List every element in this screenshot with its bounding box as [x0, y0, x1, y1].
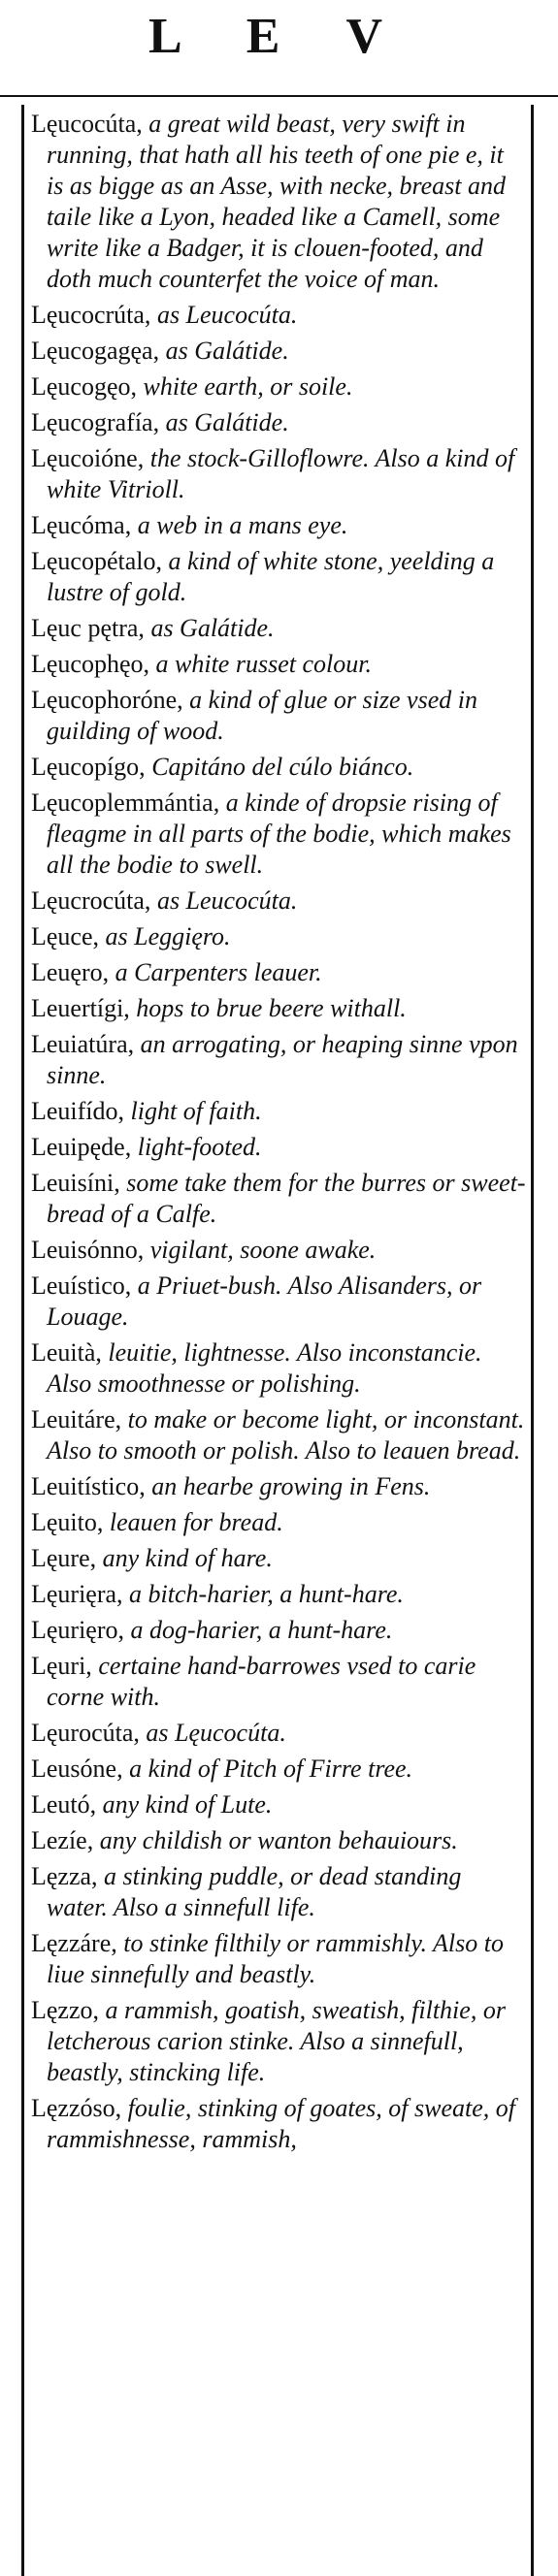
entry-headword: Lęuito, [31, 1508, 104, 1536]
dictionary-entry [31, 1029, 526, 1091]
dictionary-entry [31, 1132, 526, 1163]
dictionary-entry [31, 886, 526, 917]
dictionary-entry [31, 1651, 526, 1713]
entry-definition: to stinke filthily or rammishly. Also to liue sinnefully and beastly. [47, 1929, 504, 1988]
entry-definition: as Leucocúta. [156, 886, 298, 915]
entry-headword: Lezíe, [31, 1826, 94, 1854]
entry-headword: Lęurięra, [31, 1580, 123, 1608]
entry-headword: Leuità, [31, 1338, 102, 1367]
entry-definition: any childish or wanton behauiours. [99, 1826, 458, 1854]
dictionary-entry [31, 1507, 526, 1538]
entry-definition: an arrogating, or heaping sinne vpon sinne. [47, 1030, 518, 1089]
entry-headword: Leuisónno, [31, 1236, 145, 1264]
entry-definition: leauen for bread. [109, 1508, 283, 1536]
dictionary-entry [31, 510, 526, 541]
dictionary-entry [31, 1928, 526, 1990]
entry-definition: a dog-harier, a hunt-hare. [130, 1616, 393, 1644]
entry-definition: hops to brue beere withall. [136, 994, 407, 1022]
entry-definition: as Leucocúta. [156, 301, 298, 329]
entry-definition: as Leggięro. [105, 922, 231, 950]
dictionary-entry [31, 957, 526, 988]
entry-headword: Lęzza, [31, 1862, 98, 1890]
entry-list [31, 109, 526, 2160]
entry-definition: as Galátide. [165, 337, 289, 365]
entry-definition: a kind of Pitch of Firre tree. [129, 1755, 413, 1783]
entry-headword: Leutó, [31, 1790, 97, 1819]
entry-definition: to make or become light, or inconstant. Also to smooth or polish. Also to leauen bread. [47, 1405, 525, 1465]
dictionary-entry [31, 1168, 526, 1230]
entry-headword: Leuisíni, [31, 1169, 120, 1197]
entry-headword: Lęucoióne, [31, 444, 145, 472]
entry-definition: vigilant, soone awake. [149, 1236, 377, 1264]
entry-headword: Lęucocrúta, [31, 301, 151, 329]
entry-headword: Leuiatúra, [31, 1030, 135, 1058]
dictionary-entry [31, 371, 526, 402]
entry-headword: Lęucogagęa, [31, 337, 160, 365]
entry-definition: a kind of white stone, yeelding a lustre of gold. [47, 547, 495, 606]
page-header: L E V [148, 9, 410, 64]
entry-headword: Lęucopétalo, [31, 547, 162, 575]
entry-headword: Lęucocúta, [31, 110, 143, 138]
entry-headword: Lęucoplemmántia, [31, 789, 220, 817]
header-rule [0, 95, 558, 97]
dictionary-entry [31, 1861, 526, 1923]
entry-definition: a kind of glue or size vsed in guilding of wood. [47, 686, 477, 745]
entry-definition: a white russet colour. [155, 650, 372, 678]
entry-headword: Leusóne, [31, 1755, 123, 1783]
entry-headword: Lęure, [31, 1544, 97, 1572]
dictionary-entry [31, 1579, 526, 1610]
entry-definition: as Lęucocúta. [146, 1719, 286, 1747]
entry-headword: Lęucrocúta, [31, 886, 151, 915]
entry-headword: Lęucografía, [31, 408, 160, 436]
entry-definition: certaine hand-barrowes vsed to carie corne with. [47, 1652, 476, 1711]
entry-definition: light of faith. [130, 1097, 262, 1125]
dictionary-entry [31, 1271, 526, 1333]
entry-headword: Leuertígi, [31, 994, 130, 1022]
dictionary-entry [31, 1337, 526, 1400]
dictionary-entry [31, 993, 526, 1024]
entry-headword: Leuitístico, [31, 1472, 146, 1500]
dictionary-entry [31, 1718, 526, 1749]
dictionary-entry [31, 1754, 526, 1785]
dictionary-entry [31, 1789, 526, 1820]
dictionary-entry [31, 1825, 526, 1856]
entry-definition: a Carpenters leauer. [115, 958, 322, 986]
entry-definition: a great wild beast, very swift in running, that hath all his teeth of one pie e, it is as bigge as an Asse, with necke, breast and taile like a Lyon, headed like a Camell, some write like a Badger, it is clouen-footed, and doth much counterfet the voice of man. [47, 110, 507, 293]
entry-definition: as Galátide. [150, 614, 275, 642]
dictionary-entry [31, 1096, 526, 1127]
dictionary-entry [31, 685, 526, 747]
dictionary-entry [31, 1615, 526, 1646]
dictionary-entry [31, 613, 526, 644]
dictionary-entry [31, 407, 526, 438]
entry-definition: some take them for the burres or sweet-bread of a Calfe. [47, 1169, 526, 1228]
entry-headword: Lęucóma, [31, 511, 132, 539]
dictionary-entry [31, 1995, 526, 2088]
entry-headword: Lęurocúta, [31, 1719, 140, 1747]
entry-definition: any kind of Lute. [102, 1790, 273, 1819]
entry-headword: Leuęro, [31, 958, 110, 986]
entry-headword: Lęucogęo, [31, 372, 138, 401]
dictionary-entry [31, 1235, 526, 1266]
entry-definition: a stinking puddle, or dead standing water. Also a sinnefull life. [47, 1862, 462, 1921]
entry-headword: Leuístico, [31, 1272, 132, 1300]
entry-definition: Capitáno del cúlo biánco. [151, 753, 414, 781]
dictionary-entry [31, 1404, 526, 1466]
entry-definition: white earth, or soile. [143, 372, 353, 401]
entry-headword: Lęucophęo, [31, 650, 150, 678]
entry-headword: Lęurięro, [31, 1616, 125, 1644]
entry-headword: Lęzzóso, [31, 2094, 122, 2122]
dictionary-entry [31, 443, 526, 505]
entry-headword: Leuipęde, [31, 1133, 132, 1161]
dictionary-entry [31, 2093, 526, 2155]
entry-definition: as Galátide. [165, 408, 289, 436]
dictionary-entry [31, 336, 526, 367]
entry-definition: light-footed. [137, 1133, 262, 1161]
dictionary-entry [31, 546, 526, 608]
entry-definition: a kinde of dropsie rising of fleagme in all parts of the bodie, which makes all the bodie to swell. [47, 789, 511, 879]
entry-headword: Lęuri, [31, 1652, 92, 1680]
dictionary-entry [31, 300, 526, 331]
dictionary-entry [31, 649, 526, 680]
entry-headword: Lęzzáre, [31, 1929, 117, 1957]
entry-headword: Lęuce, [31, 922, 100, 950]
entry-headword: Lęzzo, [31, 1996, 100, 2024]
entry-definition: any kind of hare. [102, 1544, 273, 1572]
entry-headword: Leuifído, [31, 1097, 125, 1125]
entry-definition: a rammish, goatish, sweatish, filthie, or letcherous carion stinke. Also a sinnefull, beastly, stincking life. [47, 1996, 506, 2086]
entry-headword: Leuitáre, [31, 1405, 122, 1433]
entry-definition: the stock-Gilloflowre. Also a kind of white Vitrioll. [47, 444, 515, 503]
entry-definition: a bitch-harier, a hunt-hare. [129, 1580, 404, 1608]
entry-definition: an hearbe growing in Fens. [151, 1472, 431, 1500]
entry-headword: Lęuc pętra, [31, 614, 145, 642]
dictionary-entry [31, 1543, 526, 1574]
dictionary-entry [31, 752, 526, 783]
dictionary-entry [31, 109, 526, 295]
entry-definition: a Priuet-bush. Also Alisanders, or Louage. [47, 1272, 482, 1331]
entry-definition: foulie, stinking of goates, of sweate, of rammishnesse, rammish, [47, 2094, 515, 2153]
entry-definition: a web in a mans eye. [137, 511, 348, 539]
dictionary-entry [31, 1471, 526, 1502]
entry-definition: leuitie, lightnesse. Also inconstancie. Also smoothnesse or polishing. [47, 1338, 482, 1398]
entry-headword: Lęucophoróne, [31, 686, 183, 714]
dictionary-entry [31, 921, 526, 952]
entry-headword: Lęucopígo, [31, 753, 146, 781]
dictionary-entry [31, 788, 526, 881]
